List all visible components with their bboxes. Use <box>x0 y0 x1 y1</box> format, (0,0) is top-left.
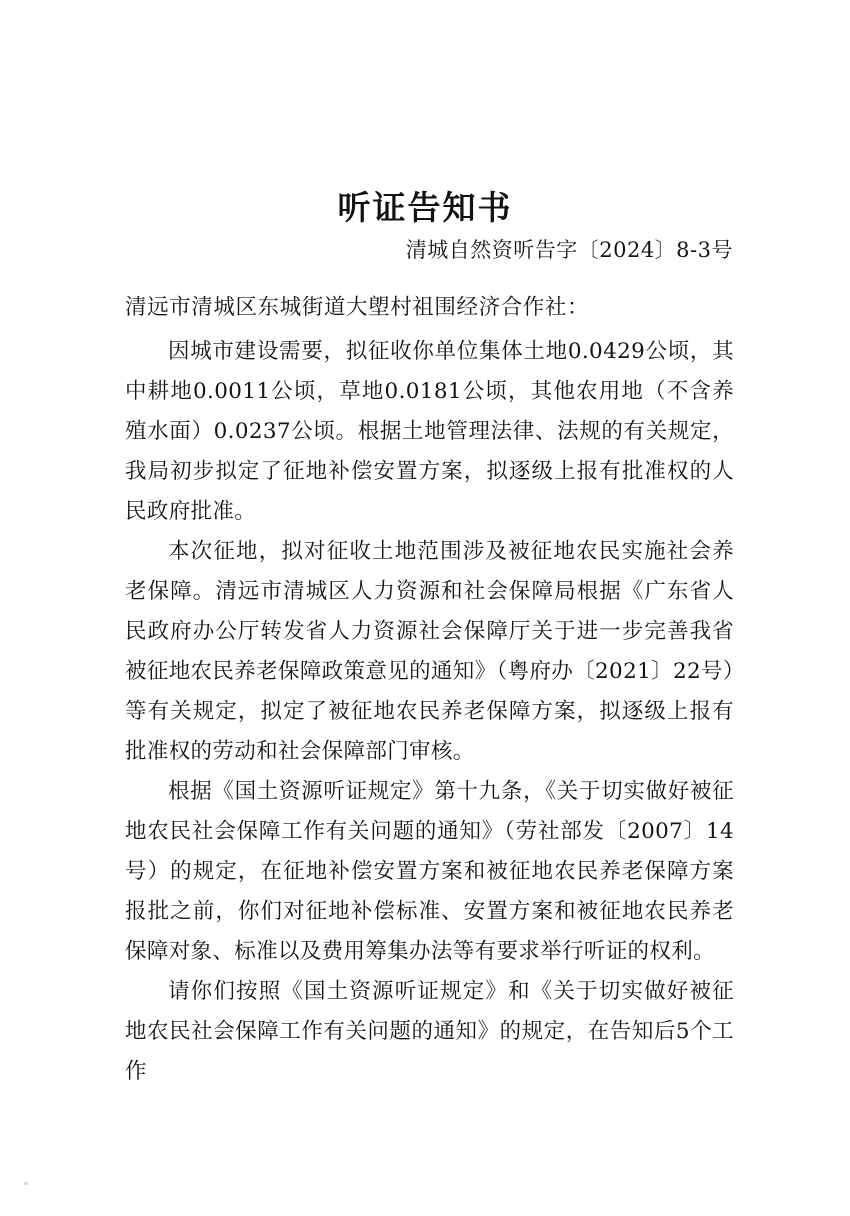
paragraph-pension-security: 本次征地，拟对征收土地范围涉及被征地农民实施社会养老保障。清远市清城区人力资源和社会保障局根据《广东省人民政府办公厅转发省人力资源社会保障厅关于进一步完善我省被征地农民养老保障政策意见的通知》（粤府办〔2021〕22号）等有关规定，拟定了被征地农民养老保障方案，拟逐级上报有批准权的劳动和社会保障部门审核。 <box>125 539 734 764</box>
paragraph-hearing-rights: 根据《国土资源听证规定》第十九条，《关于切实做好被征地农民社会保障工作有关问题的通知》（劳社部发〔2007〕14号）的规定，在征地补偿安置方案和被征地农民养老保障方案报批之前，你们对征地补偿标准、安置方案和被征地农民养老保障对象、标准以及费用筹集办法等有要求举行听证的权利。 <box>125 779 734 964</box>
scan-artifact-speck <box>24 1182 28 1185</box>
document-serial-number: 清城自然资听告字〔2024〕8-3号 <box>405 238 733 262</box>
page-title: 听证告知书 <box>337 188 513 228</box>
paragraph-land-acquisition: 因城市建设需要，拟征收你单位集体土地0.0429公顷，其中耕地0.0011公顷，草地0.0181公顷，其他农用地（不含养殖水面）0.0237公顷。根据土地管理法律、法规的有关规定，我局初步拟定了征地补偿安置方案，拟逐级上报有批准权的人民政府批准。 <box>125 339 734 524</box>
document-body <box>125 288 734 1092</box>
paragraph-hearing-request-instructions: 请你们按照《国土资源听证规定》和《关于切实做好被征地农民社会保障工作有关问题的通知》的规定，在告知后5个工作 <box>125 979 734 1084</box>
salutation-line: 清远市清城区东城街道大塱村祖围经济合作社： <box>125 295 590 320</box>
